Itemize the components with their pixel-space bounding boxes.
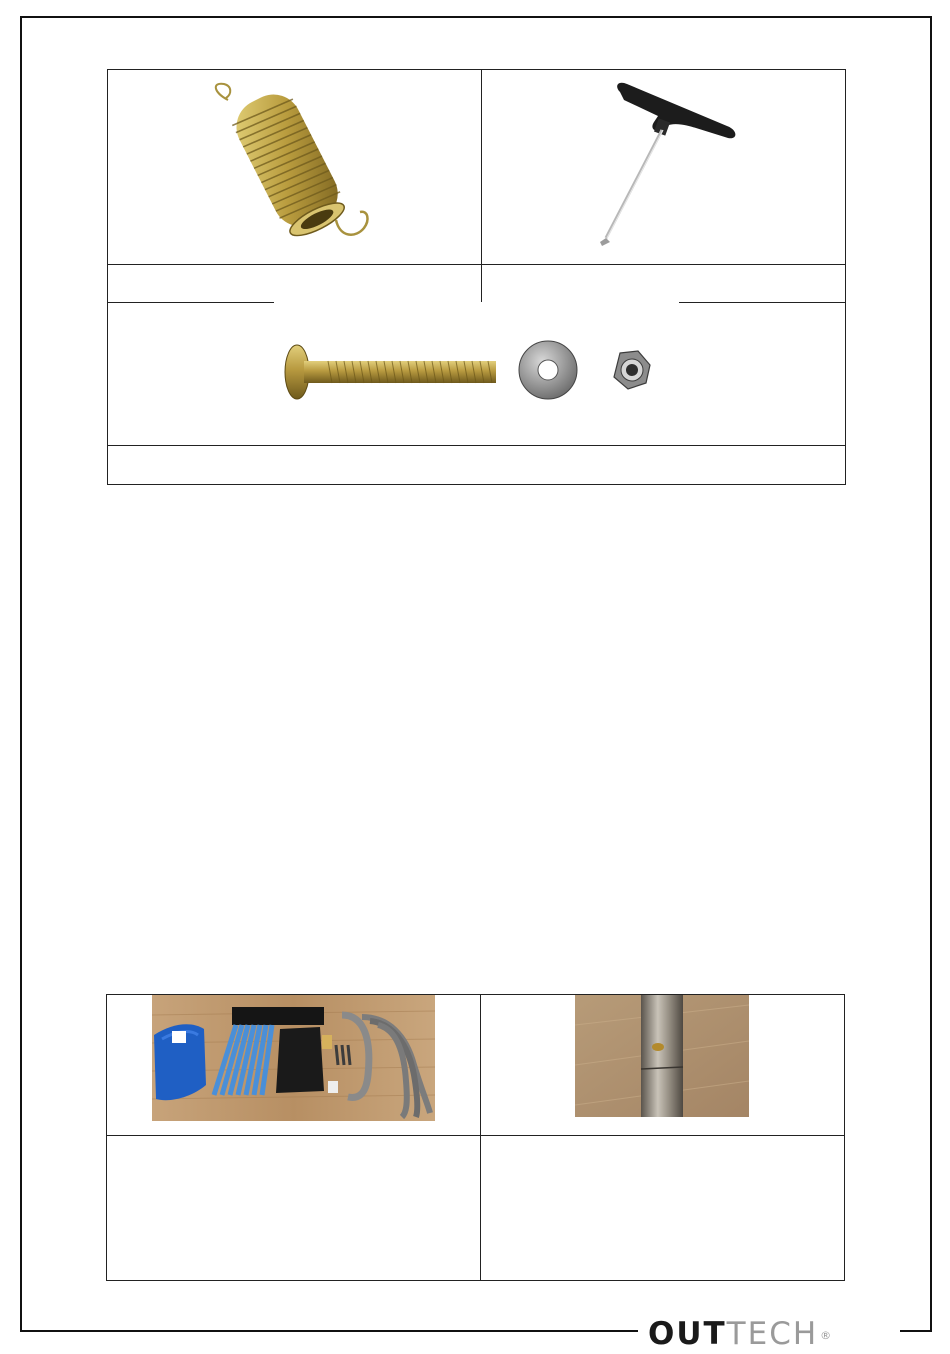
bolt-washer-nut-icon (108, 303, 845, 445)
t-hook-tool-icon (482, 70, 845, 264)
logo-out: OUT (648, 1316, 727, 1352)
spring-icon (108, 70, 481, 264)
tube-spring-button-photo (575, 995, 749, 1117)
spring-image-cell (108, 70, 481, 264)
outtech-logo (648, 1316, 831, 1352)
t-hook-tool-image-cell (482, 70, 845, 264)
logo-tech: TECH (726, 1316, 819, 1352)
bolt-set-image-cell (108, 303, 845, 445)
parts-photo-table (106, 994, 845, 1281)
hardware-table (107, 69, 846, 485)
logo-registered-mark: ® (820, 1329, 832, 1342)
trampoline-parts-photo (152, 995, 435, 1121)
